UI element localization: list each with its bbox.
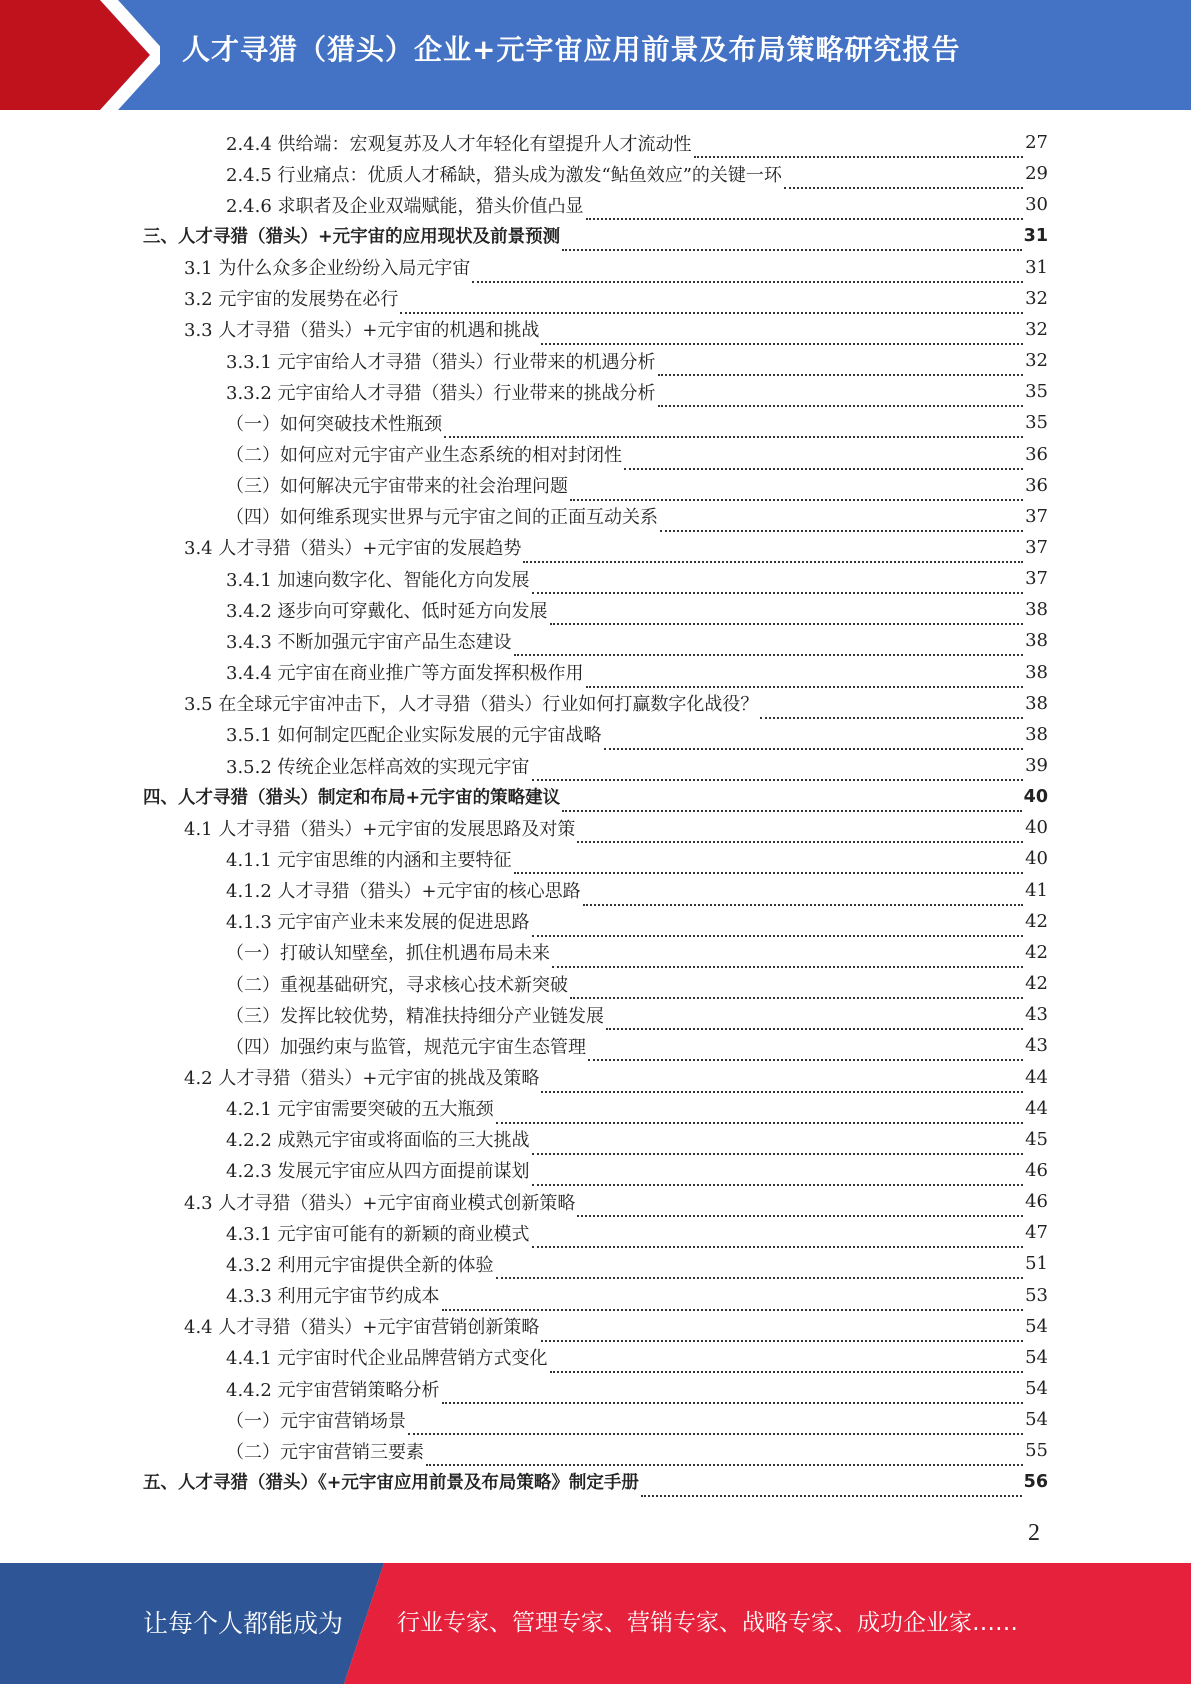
toc-entry-title: 3.5 在全球元宇宙冲击下，人才寻猎（猎头）行业如何打赢数字化战役？	[184, 694, 759, 716]
toc-page-number: 29	[1025, 163, 1048, 185]
dot-leader	[532, 1144, 1024, 1155]
toc-page-number: 54	[1025, 1409, 1048, 1431]
dot-leader	[426, 1455, 1023, 1466]
toc-entry-title: 3.3.1 元宇宙给人才寻猎（猎头）行业带来的机遇分析	[226, 351, 656, 373]
toc-entry[interactable]	[226, 1030, 1048, 1061]
toc-entry[interactable]	[226, 1155, 1048, 1186]
toc-entry[interactable]	[226, 407, 1048, 438]
toc-page-number: 40	[1025, 817, 1048, 839]
dot-leader	[532, 1237, 1024, 1248]
toc-entry-title: 4.1.1 元宇宙思维的内涵和主要特征	[226, 849, 512, 871]
dot-leader	[570, 490, 1023, 501]
toc-entry-title: 3.3 人才寻猎（猎头）+元宇宙的机遇和挑战	[184, 320, 540, 342]
toc-entry[interactable]	[184, 688, 1048, 719]
toc-page-number: 46	[1025, 1191, 1048, 1213]
toc-entry-title: （二）元宇宙营销三要素	[226, 1441, 424, 1463]
toc-entry-title: 4.2.1 元宇宙需要突破的五大瓶颈	[226, 1099, 494, 1121]
toc-entry[interactable]	[226, 1093, 1048, 1124]
dot-leader	[658, 396, 1024, 407]
dot-leader	[514, 863, 1024, 874]
dot-leader	[606, 1019, 1023, 1030]
toc-entry[interactable]	[226, 750, 1048, 781]
dot-leader	[586, 209, 1024, 220]
report-header	[0, 0, 1191, 110]
toc-entry[interactable]	[226, 501, 1048, 532]
dot-leader	[442, 1300, 1024, 1311]
toc-page-number: 36	[1025, 443, 1048, 465]
toc-entry-title: 3.4 人才寻猎（猎头）+元宇宙的发展趋势	[184, 538, 522, 560]
toc-entry[interactable]	[226, 906, 1048, 937]
toc-entry[interactable]	[226, 1404, 1048, 1435]
toc-page-number: 54	[1025, 1346, 1048, 1368]
toc-entry[interactable]	[226, 1373, 1048, 1404]
dot-leader	[562, 240, 1021, 251]
toc-entry-title: 4.1.3 元宇宙产业未来发展的促进思路	[226, 912, 530, 934]
toc-page-number: 43	[1025, 1004, 1048, 1026]
toc-page-number: 42	[1025, 973, 1048, 995]
toc-entry[interactable]	[226, 1217, 1048, 1248]
dot-leader	[562, 801, 1021, 812]
dot-leader	[641, 1486, 1022, 1497]
toc-entry[interactable]	[226, 657, 1048, 688]
toc-entry-title: 3.1 为什么众多企业纷纷入局元宇宙	[184, 258, 471, 280]
dot-leader	[541, 334, 1023, 345]
toc-entry-title: 4.3 人才寻猎（猎头）+元宇宙商业模式创新策略	[184, 1192, 576, 1214]
toc-page-number: 38	[1025, 661, 1048, 683]
toc-page-number: 42	[1025, 941, 1048, 963]
toc-page-number: 44	[1025, 1066, 1048, 1088]
toc-entry[interactable]	[143, 781, 1048, 812]
toc-entry-title: （三）如何解决元宇宙带来的社会治理问题	[226, 476, 568, 498]
toc-page-number: 35	[1025, 381, 1048, 403]
toc-entry[interactable]	[184, 314, 1048, 345]
toc-entry-title: 4.3.1 元宇宙可能有的新颖的商业模式	[226, 1223, 530, 1245]
toc-page-number: 42	[1025, 910, 1048, 932]
toc-entry-title: 3.4.2 逐步向可穿戴化、低时延方向发展	[226, 600, 548, 622]
dot-leader	[552, 957, 1023, 968]
toc-page-number: 56	[1023, 1471, 1048, 1492]
toc-page-number: 51	[1025, 1253, 1048, 1275]
toc-page-number: 31	[1025, 256, 1048, 278]
toc-entry[interactable]	[226, 625, 1048, 656]
toc-page-number: 43	[1025, 1035, 1048, 1057]
page-number: 2	[1028, 1520, 1040, 1546]
toc-entry[interactable]	[184, 1311, 1048, 1342]
footer-banner	[0, 1563, 1191, 1684]
toc-page-number: 35	[1025, 412, 1048, 434]
toc-entry[interactable]	[226, 875, 1048, 906]
toc-entry-title: （三）发挥比较优势，精准扶持细分产业链发展	[226, 1005, 604, 1027]
toc-entry-title: 4.4.2 元宇宙营销策略分析	[226, 1379, 440, 1401]
toc-entry-title: 4.2 人才寻猎（猎头）+元宇宙的挑战及策略	[184, 1068, 540, 1089]
dot-leader	[444, 427, 1023, 438]
toc-entry[interactable]	[184, 1186, 1048, 1217]
toc-entry[interactable]	[226, 1248, 1048, 1279]
dot-leader	[541, 1331, 1023, 1342]
dot-leader	[604, 739, 1024, 750]
toc-entry[interactable]	[184, 283, 1048, 314]
toc-page-number: 37	[1025, 536, 1048, 558]
toc-entry-title: 五、人才寻猎（猎头）《+元宇宙应用前景及布局策略》制定手册	[143, 1473, 639, 1494]
toc-page-number: 38	[1025, 692, 1048, 714]
dot-leader	[660, 521, 1023, 532]
toc-page-number: 54	[1025, 1315, 1048, 1337]
toc-page-number: 53	[1025, 1284, 1048, 1306]
toc-entry[interactable]	[226, 999, 1048, 1030]
toc-entry-title: （一）元宇宙营销场景	[226, 1410, 406, 1432]
toc-entry-title: 2.4.4 供给端：宏观复苏及人才年轻化有望提升人才流动性	[226, 133, 692, 155]
toc-entry-title: （二）如何应对元宇宙产业生态系统的相对封闭性	[226, 445, 622, 466]
dot-leader	[496, 1268, 1024, 1279]
toc-entry[interactable]	[184, 1062, 1048, 1093]
dot-leader	[442, 1393, 1024, 1404]
footer-slogan-right: 行业专家、管理专家、营销专家、战略专家、成功企业家……	[397, 1610, 1018, 1636]
toc-entry[interactable]	[226, 376, 1048, 407]
toc-page-number: 55	[1025, 1440, 1048, 1462]
toc-entry-title: 2.4.5 行业痛点：优质人才稀缺，猎头成为激发“鲇鱼效应”的关键一环	[226, 164, 782, 186]
toc-entry[interactable]	[226, 563, 1048, 594]
dot-leader	[624, 459, 1023, 470]
toc-entry[interactable]	[184, 252, 1048, 283]
dot-leader	[514, 645, 1024, 656]
toc-page-number: 32	[1025, 318, 1048, 340]
dot-leader	[472, 272, 1023, 283]
report-title: 人才寻猎（猎头）企业+元宇宙应用前景及布局策略研究报告	[182, 33, 961, 66]
toc-page-number: 32	[1025, 350, 1048, 372]
toc-entry-title: 4.1.2 人才寻猎（猎头）+元宇宙的核心思路	[226, 881, 581, 903]
toc-page-number: 39	[1025, 755, 1048, 776]
toc-page-number: 40	[1025, 848, 1048, 870]
toc-entry[interactable]	[226, 594, 1048, 625]
toc-page-number: 27	[1025, 132, 1048, 153]
toc-entry-title: 4.3.3 利用元宇宙节约成本	[226, 1286, 440, 1308]
dot-leader	[784, 178, 1023, 189]
toc-entry[interactable]	[226, 843, 1048, 874]
toc-page-number: 45	[1025, 1128, 1048, 1150]
toc-page-number: 30	[1025, 194, 1048, 216]
toc-entry[interactable]	[226, 719, 1048, 750]
toc-entry-title: （四）如何维系现实世界与元宇宙之间的正面互动关系	[226, 507, 658, 529]
toc-entry-title: 三、人才寻猎（猎头）+元宇宙的应用现状及前景预测	[143, 227, 561, 248]
dot-leader	[541, 1082, 1023, 1093]
toc-entry[interactable]	[226, 470, 1048, 501]
toc-entry-title: 3.4.1 加速向数字化、智能化方向发展	[226, 569, 530, 591]
toc-entry[interactable]	[143, 220, 1048, 251]
toc-entry-title: （一）打破认知壁垒，抓住机遇布局未来	[226, 943, 550, 965]
toc-entry[interactable]	[184, 532, 1048, 563]
toc-entry-title: 3.2 元宇宙的发展势在必行	[184, 289, 399, 311]
toc-entry[interactable]	[226, 1435, 1048, 1466]
toc-entry-title: 4.4 人才寻猎（猎头）+元宇宙营销创新策略	[184, 1317, 540, 1339]
toc-entry-title: 4.4.1 元宇宙时代企业品牌营销方式变化	[226, 1348, 548, 1370]
toc-page-number: 32	[1025, 287, 1048, 309]
toc-page-number: 38	[1025, 599, 1048, 621]
toc-entry-title: 3.5.2 传统企业怎样高效的实现元宇宙	[226, 756, 530, 778]
toc-entry[interactable]	[226, 439, 1048, 470]
dot-leader	[400, 303, 1023, 314]
toc-entry-title: （二）重视基础研究，寻求核心技术新突破	[226, 974, 568, 996]
toc-entry-title: 3.5.1 如何制定匹配企业实际发展的元宇宙战略	[226, 725, 602, 747]
toc-entry[interactable]	[226, 1342, 1048, 1373]
dot-leader	[760, 708, 1023, 719]
toc-entry[interactable]	[226, 1280, 1048, 1311]
dot-leader	[532, 1175, 1024, 1186]
toc-entry-title: 四、人才寻猎（猎头）制定和布局+元宇宙的策略建议	[143, 788, 561, 809]
toc-page-number: 38	[1025, 723, 1048, 745]
dot-leader	[532, 926, 1024, 937]
toc-entry[interactable]	[184, 812, 1048, 843]
toc-page-number: 41	[1025, 879, 1048, 901]
toc-entry[interactable]	[226, 1124, 1048, 1155]
dot-leader	[586, 677, 1024, 688]
toc-entry[interactable]	[226, 968, 1048, 999]
toc-entry-title: 4.3.2 利用元宇宙提供全新的体验	[226, 1254, 494, 1276]
dot-leader	[577, 832, 1023, 843]
dot-leader	[496, 1113, 1024, 1124]
toc-page-number: 46	[1025, 1159, 1048, 1181]
dot-leader	[550, 1362, 1024, 1373]
toc-entry-title: 3.4.4 元宇宙在商业推广等方面发挥积极作用	[226, 663, 584, 685]
toc-entry-title: （一）如何突破技术性瓶颈	[226, 413, 442, 435]
toc-entry-title: （四）加强约束与监管，规范元宇宙生态管理	[226, 1036, 586, 1058]
dot-leader	[570, 988, 1023, 999]
dot-leader	[583, 895, 1023, 906]
dot-leader	[588, 1050, 1023, 1061]
toc-page-number: 36	[1025, 474, 1048, 496]
toc-entry[interactable]	[226, 127, 1048, 158]
toc-entry[interactable]	[143, 1466, 1048, 1497]
toc-entry-title: 3.3.2 元宇宙给人才寻猎（猎头）行业带来的挑战分析	[226, 382, 656, 404]
dot-leader	[550, 614, 1024, 625]
toc-entry-title: 4.2.2 成熟元宇宙或将面临的三大挑战	[226, 1130, 530, 1152]
toc-entry[interactable]	[226, 189, 1048, 220]
footer-slogan-left: 让每个人都能成为	[143, 1609, 344, 1638]
toc-page-number: 37	[1025, 505, 1048, 527]
toc-page-number: 40	[1023, 786, 1048, 807]
toc-entry-title: 4.2.3 发展元宇宙应从四方面提前谋划	[226, 1161, 530, 1183]
dot-leader	[694, 147, 1024, 158]
toc-entry-title: 3.4.3 不断加强元宇宙产品生态建设	[226, 631, 512, 653]
dot-leader	[532, 770, 1024, 781]
dot-leader	[532, 583, 1024, 594]
dot-leader	[523, 552, 1023, 563]
dot-leader	[658, 365, 1024, 376]
dot-leader	[577, 1206, 1023, 1217]
toc-page-number: 38	[1025, 630, 1048, 652]
header-arrow-decoration	[0, 0, 160, 110]
toc-page-number: 44	[1025, 1097, 1048, 1119]
toc-page-number: 37	[1025, 568, 1048, 590]
toc-entry[interactable]	[226, 937, 1048, 968]
toc-page-number: 31	[1023, 225, 1048, 246]
toc-page-number: 47	[1025, 1222, 1048, 1244]
toc-page-number: 54	[1025, 1378, 1048, 1399]
toc-entry-title: 2.4.6 求职者及企业双端赋能，猎头价值凸显	[226, 195, 584, 217]
toc-entry[interactable]	[226, 158, 1048, 189]
toc-entry[interactable]	[226, 345, 1048, 376]
dot-leader	[408, 1424, 1023, 1435]
toc-entry-title: 4.1 人才寻猎（猎头）+元宇宙的发展思路及对策	[184, 818, 576, 840]
